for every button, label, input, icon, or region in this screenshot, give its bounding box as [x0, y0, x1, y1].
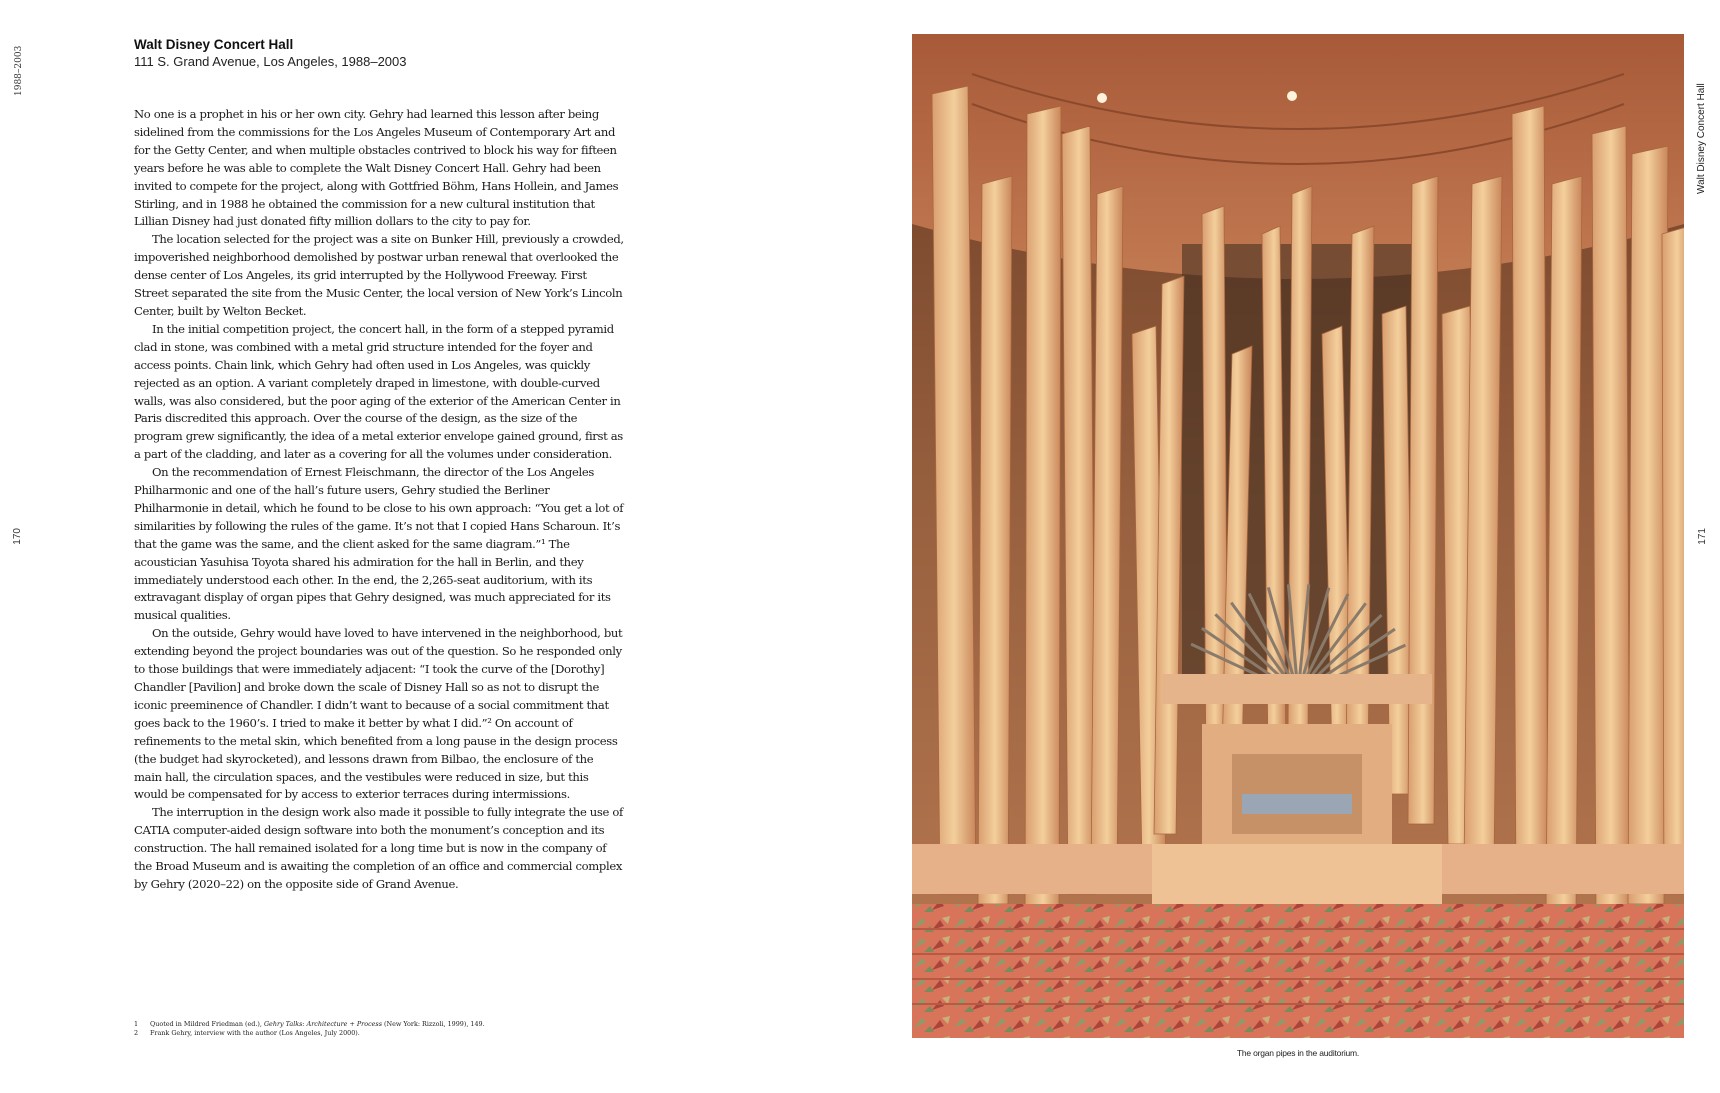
organ-pipe — [1091, 186, 1123, 884]
footnotes — [134, 1020, 594, 1037]
footnote-text: Frank Gehry, interview with the author (Los Angeles, July 2000). — [150, 1028, 360, 1037]
organ-pipe — [978, 176, 1012, 904]
running-head-right: Walt Disney Concert Hall — [1696, 83, 1707, 194]
footnote-text-post: (New York: Rizzoli, 1999), 149. — [382, 1020, 485, 1028]
paragraph: The interruption in the design work also made it possible to fully integrate the use of CATIA computer-aided design software into both the monument’s conception and its construction. The hall remained isolated for a long time but is now in the company of the Broad Museum and is awaiting the completion of an office and commercial complex by Gehry (2020–22) on the opposite side of Grand Avenue. — [134, 805, 623, 891]
organ-pipe — [1512, 106, 1548, 894]
paragraph: On the recommendation of Ernest Fleischmann, the director of the Los Angeles Philharmonic and one of the hall’s future users, Gehry studied the Berliner Philharmonie in detail, which he found to be close to his own approach: “You get a lot of similarities by following the rules of the game. It’s not that I copied Hans Scharoun. It’s that the game was the same, and the client asked for the same diagram.”¹ The acoustician Yasuhisa Toyota shared his admiration for the hall in Berlin, and they immediately understood each other. In the end, the 2,265-seat auditorium, with its extravagant display of organ pipes that Gehry designed, was much appreciated for its musical qualities. — [134, 465, 624, 623]
organ-pipe — [1662, 226, 1684, 894]
running-head-left: 1988–2003 — [14, 45, 24, 96]
photo-caption: The organ pipes in the auditorium. — [1236, 1048, 1360, 1058]
organ-pipe — [1546, 176, 1582, 914]
organ-pipe — [1025, 106, 1061, 934]
page-title: Walt Disney Concert Hall — [134, 37, 294, 52]
footnote-number: 2 — [134, 1028, 139, 1037]
page-subtitle: 111 S. Grand Avenue, Los Angeles, 1988–2003 — [134, 54, 407, 69]
organ-pipe — [1288, 186, 1312, 734]
footnote-text-pre: Quoted in Mildred Friedman (ed.), — [150, 1020, 264, 1028]
paragraph: On the outside, Gehry would have loved to have intervened in the neighborhood, but extending beyond the project boundaries was out of the question. So he responded only to those buildings that were immediately adjacent: “I took the curve of the [Dorothy] Chandler [Pavilion] and broke down the scale of Disney Hall so as not to disrupt the iconic preeminence of Chandler. I didn’t want to because of a social commitment that goes back to the 1960’s. I tried to make it better by what I did.”² On account of refinements to the metal skin, which benefited from a long pause in the design process (the budget had skyrocketed), and lessons drawn from Bilbao, the enclosure of the main hall, the circulation spaces, and the vestibules were reduced in size, but this would be compensated for by access to exterior terraces during intermissions. — [134, 626, 623, 802]
page-number-right: 171 — [1697, 528, 1708, 545]
organ-pipe — [1062, 126, 1096, 894]
footnote-text — [150, 1020, 485, 1029]
footnote — [134, 1029, 594, 1038]
ceiling-light — [1097, 93, 1107, 103]
body-text — [134, 106, 624, 894]
ceiling-light — [1287, 91, 1297, 101]
seating — [912, 904, 1684, 1038]
photo-illustration — [912, 34, 1684, 1038]
organ-pipe — [1408, 176, 1438, 824]
organ-pipe — [932, 86, 976, 894]
footnote-number: 1 — [134, 1020, 139, 1028]
footnote — [134, 1020, 594, 1029]
organ-pipe — [1592, 126, 1630, 914]
page-number-left: 170 — [12, 528, 23, 545]
organ-pipes-photo — [912, 34, 1684, 1038]
paragraph: The location selected for the project was a site on Bunker Hill, previously a crowded, impoverished neighborhood demolished by postwar urban renewal that overlooked the dense center of Los Angeles, its grid interrupted by the Hollywood Freeway. First Street separated the site from the Music Center, the local version of New York’s Lincoln Center, built by Welton Becket. — [134, 232, 624, 318]
title-block — [134, 36, 407, 71]
paragraph: In the initial competition project, the concert hall, in the form of a stepped pyramid clad in stone, was combined with a metal grid structure intended for the foyer and access points. Chain link, which Gehry had often used in Los Angeles, was quickly rejected as an option. A variant completely draped in limestone, with double-curved walls, was also considered, but the poor aging of the exterior of the American Center in Paris discredited this approach. Over the course of the design, as the size of the program grew significantly, the idea of a metal exterior envelope gained ground, first as a part of the cladding, and later as a covering for all the volumes under consideration. — [134, 321, 623, 462]
footnote-book-title: Gehry Talks: Architecture + Process — [263, 1020, 382, 1028]
paragraph: No one is a prophet in his or her own city. Gehry had learned this lesson after being sidelined from the commissions for the Los Angeles Museum of Contemporary Art and for the Getty Center, and when multiple obstacles contrived to block his way for fifteen years before he was able to complete the Walt Disney Concert Hall. Gehry had been invited to compete for the project, along with Gottfried Böhm, Hans Hollein, and James Stirling, and in 1988 he obtained the commission for a new cultural institution that Lillian Disney had just donated fifty million dollars to the city to pay for. — [134, 107, 619, 229]
